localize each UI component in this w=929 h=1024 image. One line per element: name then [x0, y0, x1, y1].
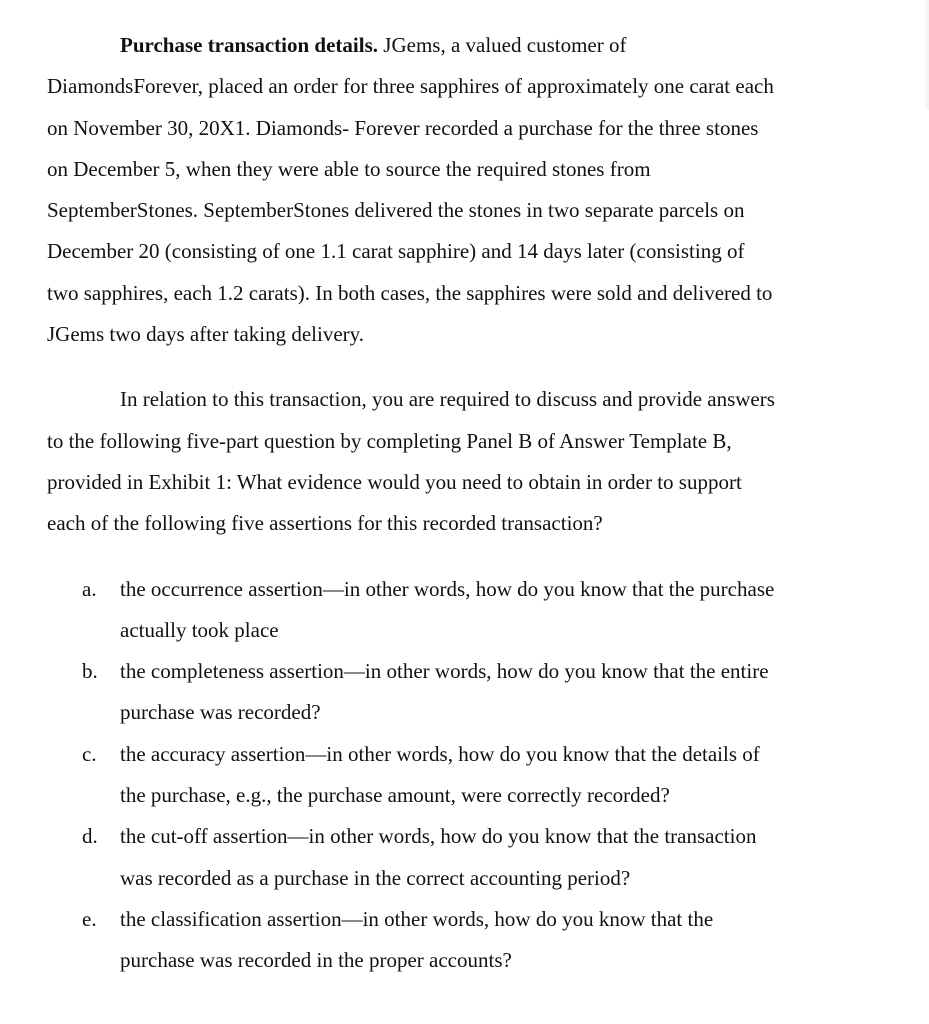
list-item-text: purchase was recorded? — [120, 700, 321, 724]
paragraph-1-line-5: SeptemberStones. SeptemberStones delivered the stones in two separate parcels on — [47, 198, 745, 222]
list-item-marker: a. — [82, 577, 97, 601]
list-item-text: the cut-off assertion—in other words, how do you know that the transaction — [120, 824, 757, 848]
list-item-text: the completeness assertion—in other words, how do you know that the entire — [120, 659, 769, 683]
list-item-marker: b. — [82, 659, 98, 683]
list-item-text: was recorded as a purchase in the correct accounting period? — [120, 866, 631, 890]
paragraph-1-line-2: DiamondsForever, placed an order for three sapphires of approximately one carat each — [47, 74, 774, 98]
list-item-text: purchase was recorded in the proper accounts? — [120, 948, 512, 972]
paragraph-1-line-4: on December 5, when they were able to source the required stones from — [47, 157, 651, 181]
list-item-text: the accuracy assertion—in other words, how do you know that the details of — [120, 742, 760, 766]
list-item-text: the occurrence assertion—in other words, how do you know that the purchase — [120, 577, 775, 601]
paragraph-2-line-4: each of the following five assertions for this recorded transaction? — [47, 511, 603, 535]
list-item-marker: d. — [82, 824, 98, 848]
list-item-marker: c. — [82, 742, 97, 766]
list-item-marker: e. — [82, 907, 97, 931]
paragraph-1-line-3: on November 30, 20X1. Diamonds- Forever recorded a purchase for the three stones — [47, 116, 759, 140]
list-item-text: the classification assertion—in other words, how do you know that the — [120, 907, 714, 931]
paragraph-2-line-2: to the following five-part question by completing Panel B of Answer Template B, — [47, 429, 732, 453]
paragraph-1-line-1-text: JGems, a valued customer of — [378, 33, 627, 57]
paragraph-1-line-6: December 20 (consisting of one 1.1 carat sapphire) and 14 days later (consisting of — [47, 239, 745, 263]
page-edge-shadow — [923, 0, 929, 110]
paragraph-1-line-1 — [120, 31, 626, 59]
list-item-text: the purchase, e.g., the purchase amount, were correctly recorded? — [120, 783, 670, 807]
paragraph-1-line-7: two sapphires, each 1.2 carats). In both cases, the sapphires were sold and delivered to — [47, 281, 773, 305]
paragraph-1-line-8: JGems two days after taking delivery. — [47, 322, 365, 346]
list-item-text: actually took place — [120, 618, 279, 642]
paragraph-2-line-3: provided in Exhibit 1: What evidence would you need to obtain in order to support — [47, 470, 742, 494]
paragraph-2-line-1: In relation to this transaction, you are required to discuss and provide answers — [120, 387, 775, 411]
paragraph-1-heading: Purchase transaction details. — [120, 33, 379, 57]
